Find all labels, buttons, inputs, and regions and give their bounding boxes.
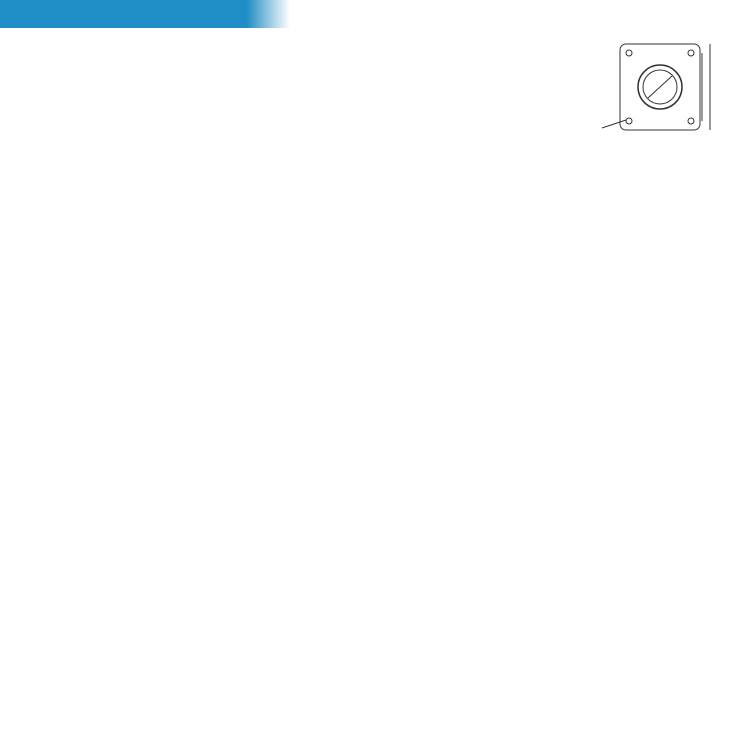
mount-hole: [688, 50, 694, 56]
mount-hole: [626, 50, 632, 56]
mount-hole: [626, 118, 632, 124]
page-title-banner: [0, 0, 290, 28]
mount-hole: [688, 118, 694, 124]
mounting-diagram: [592, 40, 748, 140]
